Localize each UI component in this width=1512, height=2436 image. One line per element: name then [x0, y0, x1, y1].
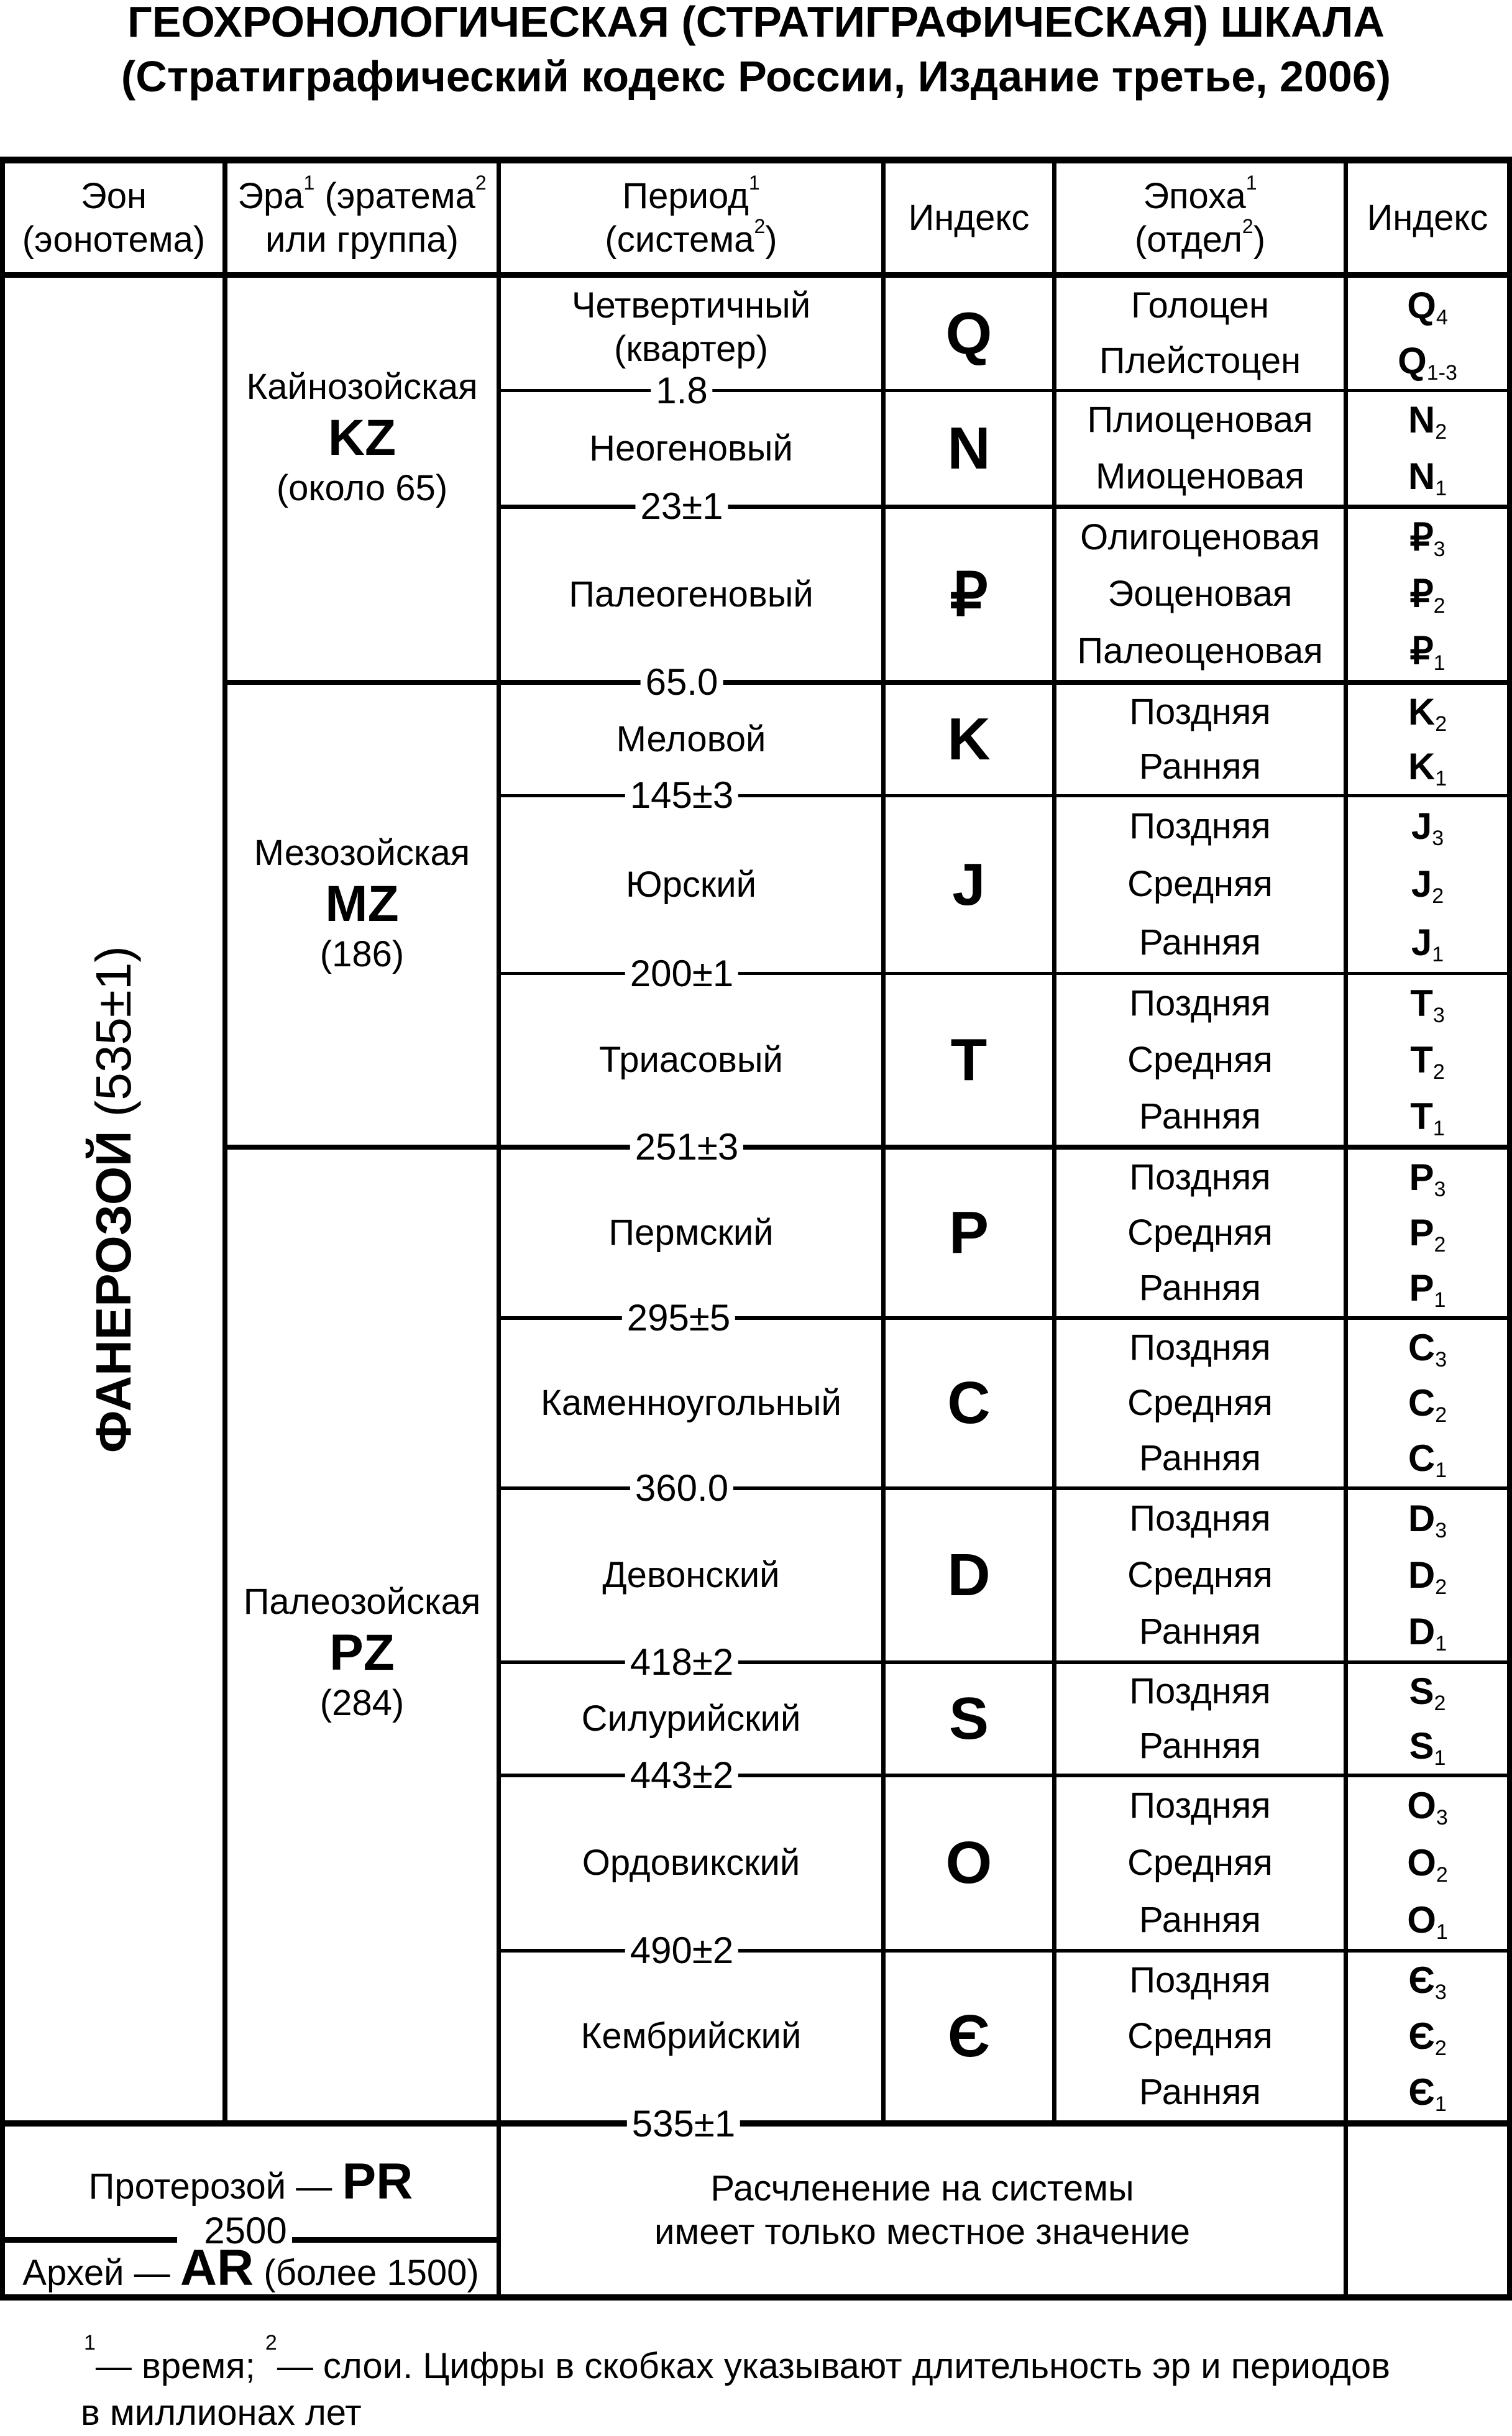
precambrian-note: [501, 2127, 1344, 2294]
epoch-list: [1056, 1664, 1344, 1774]
epoch-index: [1407, 284, 1448, 329]
epoch-index-subscript: 1: [1435, 1458, 1447, 1483]
epoch-index: [1408, 1959, 1447, 2004]
archean-name: Архей —: [22, 2253, 170, 2294]
epoch-index-subscript: 2: [1435, 712, 1447, 736]
epoch-name: Поздняя: [1129, 1498, 1271, 1539]
eon-phanerozoic: [85, 946, 142, 1453]
boundary-age-label: 251±3: [630, 1129, 743, 1166]
epoch-index-symbol: S: [1409, 1670, 1434, 1712]
footnote-ref-2: 2: [475, 171, 487, 194]
epoch-index-symbol: D: [1408, 1497, 1436, 1539]
epoch-index-subscript: 2: [1434, 1232, 1446, 1257]
epoch-name: Поздняя: [1129, 805, 1271, 846]
epoch-index-symbol: P: [1409, 1267, 1434, 1309]
epoch-index-subscript: 3: [1433, 537, 1446, 561]
epoch-index-subscript: 1: [1434, 2092, 1447, 2116]
eon-duration: (535±1): [86, 946, 141, 1117]
epoch-index-list: [1348, 1953, 1507, 2120]
epoch-name: Ранняя: [1139, 746, 1261, 787]
epoch-name: Поздняя: [1129, 1785, 1271, 1826]
epoch-index-subscript: 1: [1432, 1116, 1445, 1140]
era-boundary-kz-mz: [222, 680, 1512, 685]
boundary-age-label: 443±2: [625, 1757, 738, 1794]
header-period: [501, 163, 881, 272]
epoch-index-list: [1348, 1150, 1507, 1316]
epoch-index: [1408, 1381, 1447, 1427]
epoch-index: [1408, 455, 1447, 500]
epoch-index-symbol: D: [1408, 1554, 1436, 1596]
epoch-index-symbol: ₽: [1409, 630, 1434, 672]
period-name: Силурийский: [581, 1698, 801, 1739]
epoch-index-subscript: 2: [1432, 1060, 1445, 1084]
col-sep-index-epoch: [1052, 157, 1056, 2124]
era-code: PZ: [329, 1624, 395, 1681]
col-sep-era-period: [497, 157, 501, 2298]
epoch-list: [1056, 1320, 1344, 1486]
epoch-index-symbol: O: [1407, 1842, 1436, 1884]
epoch-index-subscript: 3: [1434, 1177, 1446, 1201]
epoch-list: [1056, 1953, 1344, 2120]
epoch-index: [1409, 1670, 1446, 1715]
epoch-index-subscript: 2: [1432, 884, 1444, 909]
epoch-name: Средняя: [1127, 1039, 1273, 1080]
epoch-index-list: [1348, 685, 1507, 794]
footnote-ref-2: 2: [754, 214, 766, 237]
epoch-index-symbol: ₽: [1409, 573, 1434, 615]
footnote-text2: — слои. Цифры в скобках указывают длительность эр и периодов: [277, 2346, 1390, 2386]
epoch-index-subscript: 3: [1432, 826, 1444, 850]
epoch-index-subscript: 1: [1434, 1288, 1446, 1312]
epoch-index-list: [1348, 797, 1507, 972]
epoch-index-subscript: 1: [1436, 1920, 1448, 1944]
epoch-index: [1408, 1611, 1447, 1656]
epoch-index: [1408, 399, 1447, 444]
epoch-index-symbol: T: [1410, 1095, 1433, 1137]
epoch-index-symbol: Є: [1408, 2015, 1435, 2057]
boundary-age-label: 535±1: [627, 2105, 740, 2143]
header-era-line2: или группа): [265, 219, 459, 260]
boundary-2500: 2500: [199, 2212, 291, 2250]
epoch-index-symbol: O: [1407, 1785, 1436, 1826]
header-epoch-paren: (отдел: [1134, 219, 1242, 260]
epoch-index: [1409, 516, 1446, 561]
epoch-index-symbol: P: [1409, 1156, 1434, 1198]
proterozoic-code: PR: [342, 2153, 413, 2210]
epoch-index-symbol: Q: [1398, 340, 1427, 382]
epoch-index-symbol: O: [1407, 1899, 1436, 1941]
epoch-list: [1056, 797, 1344, 972]
archean-label: [22, 2238, 479, 2299]
epoch-index: [1410, 982, 1445, 1027]
archean-duration: (более 1500): [263, 2253, 479, 2294]
epoch-name: Плиоценовая: [1087, 400, 1313, 441]
era-boundary-mz-pz: [222, 1145, 1512, 1150]
note-line1: Расчленение на системы: [710, 2168, 1134, 2209]
epoch-index-subscript: 3: [1432, 1003, 1445, 1027]
epoch-index-subscript: 1: [1432, 943, 1444, 967]
epoch-index-subscript: 1: [1435, 767, 1447, 790]
epoch-name: Ранняя: [1139, 1900, 1261, 1940]
epoch-index-list: [1348, 1777, 1507, 1949]
epoch-index: [1408, 1554, 1447, 1599]
epoch-index: [1409, 630, 1446, 675]
header-era-line1: [237, 171, 487, 218]
era-duration: (около 65): [276, 468, 448, 509]
period-name-cell: [501, 1953, 881, 2120]
footnote-ref-1: 1: [1245, 171, 1257, 194]
period-index: ₽: [950, 561, 988, 628]
epoch-name: Средняя: [1127, 1554, 1273, 1595]
epoch-name: Поздняя: [1129, 1960, 1271, 2000]
period-name-cell: [501, 797, 881, 972]
epoch-index-list: [1348, 1490, 1507, 1660]
epoch-name: Поздняя: [1129, 1327, 1271, 1368]
header-period-line1: [622, 171, 760, 218]
epoch-index-symbol: Q: [1407, 284, 1436, 326]
era-paleozoic: [227, 1563, 497, 1743]
epoch-list: [1056, 1150, 1344, 1316]
period-name: Каменноугольный: [541, 1383, 841, 1424]
epoch-name: Поздняя: [1129, 982, 1271, 1023]
epoch-index-subscript: 3: [1436, 1806, 1448, 1829]
epoch-index: [1409, 1725, 1446, 1770]
col-sep-epoch-index: [1344, 157, 1348, 2298]
epoch-name: Ранняя: [1139, 922, 1261, 963]
epoch-index-symbol: ₽: [1409, 516, 1434, 558]
epoch-index-list: [1348, 509, 1507, 680]
boundary-age-label: 23±1: [635, 488, 728, 525]
epoch-index: [1409, 573, 1446, 618]
epoch-index: [1411, 863, 1444, 909]
boundary-age-label: 418±2: [625, 1644, 738, 1681]
epoch-list: [1056, 1777, 1344, 1949]
era-code: MZ: [325, 875, 399, 932]
epoch-index: [1411, 805, 1444, 850]
header-period-word: Период: [622, 175, 749, 216]
epoch-name: Эоценовая: [1107, 574, 1293, 615]
period-name: Палеогеновый: [569, 574, 813, 615]
epoch-index: [1408, 2015, 1447, 2060]
epoch-index-symbol: N: [1408, 399, 1436, 441]
era-mesozoic: [227, 814, 497, 994]
footnote-text1: — время;: [95, 2346, 255, 2386]
epoch-index: [1408, 746, 1447, 790]
epoch-name: Ранняя: [1139, 1438, 1261, 1479]
epoch-index-subscript: 1: [1433, 651, 1446, 675]
era-duration: (186): [319, 934, 405, 975]
period-name-cell: [501, 1777, 881, 1949]
epoch-index-symbol: K: [1408, 746, 1436, 787]
header-era-word: Эра: [237, 175, 304, 216]
epoch-index-subscript: 3: [1435, 1347, 1447, 1371]
period-index: Є: [947, 2003, 991, 2069]
page-title: ГЕОХРОНОЛОГИЧЕСКАЯ (СТРАТИГРАФИЧЕСКАЯ) ШКАЛА: [127, 0, 1385, 46]
epoch-index: [1407, 1785, 1448, 1829]
footnote: [84, 2331, 1390, 2389]
epoch-index-symbol: P: [1409, 1211, 1434, 1253]
epoch-index-subscript: 2: [1435, 1575, 1447, 1599]
epoch-index: [1409, 1267, 1446, 1312]
epoch-name: Ранняя: [1139, 1726, 1261, 1766]
header-epoch: [1056, 163, 1344, 272]
epoch-index-symbol: J: [1411, 805, 1432, 847]
epoch-index-symbol: Є: [1408, 1959, 1435, 2001]
header-period-close: ): [765, 219, 777, 260]
proterozoic-name: Протерозой —: [88, 2166, 332, 2207]
epoch-index-subscript: 3: [1434, 1980, 1447, 2004]
era-name: Палеозойская: [243, 1582, 481, 1623]
period-name-cell: [501, 1490, 881, 1660]
period-name: Меловой: [616, 719, 766, 760]
period-name: Пермский: [608, 1212, 774, 1253]
period-index: T: [950, 1026, 987, 1093]
footnote-line2: в миллионах лет: [81, 2392, 362, 2433]
header-period-paren: (система: [605, 219, 754, 260]
epoch-index: [1407, 1899, 1448, 1944]
era-name: Кайнозойская: [246, 367, 478, 408]
era-code: KZ: [328, 409, 396, 466]
epoch-index-subscript: 2: [1434, 1692, 1446, 1715]
epoch-index: [1410, 1038, 1445, 1084]
epoch-index-list: [1348, 392, 1507, 505]
boundary-age-label: 360.0: [630, 1470, 733, 1507]
header-eon-line1: Эон: [81, 175, 147, 216]
footnote-ref-1: 1: [303, 171, 315, 194]
period-name-cell: [501, 975, 881, 1145]
era-duration: (284): [319, 1683, 405, 1724]
period-name-cell: [501, 1150, 881, 1316]
footnote-sup1: 1: [84, 2331, 96, 2355]
header-epoch-index: Индекс: [1367, 197, 1488, 238]
epoch-index: [1398, 340, 1457, 385]
epoch-index-symbol: T: [1410, 1038, 1433, 1081]
archean-code: AR: [180, 2240, 254, 2297]
boundary-age-label: 1.8: [651, 372, 712, 410]
header-period-index: Индекс: [908, 197, 1030, 238]
epoch-index-symbol: C: [1408, 1381, 1436, 1424]
epoch-index-list: [1348, 975, 1507, 1145]
epoch-list: [1056, 278, 1344, 389]
page-subtitle: (Стратиграфический кодекс России, Издание третье, 2006): [121, 52, 1391, 101]
epoch-name: Ранняя: [1139, 1096, 1261, 1137]
proterozoic-label: [89, 2151, 413, 2212]
footnote-sup2: 2: [265, 2331, 277, 2355]
epoch-list: [1056, 975, 1344, 1145]
header-era: [227, 163, 497, 272]
header-eon: [5, 163, 222, 272]
epoch-name: Средняя: [1127, 1382, 1273, 1423]
epoch-index-symbol: J: [1411, 922, 1432, 964]
epoch-name: Палеоценовая: [1077, 631, 1323, 672]
header-era-paren: (эратема: [324, 175, 475, 216]
epoch-index-list: [1348, 278, 1507, 389]
header-period-line2: [605, 214, 777, 262]
epoch-index: [1408, 1326, 1447, 1371]
period-index: K: [947, 706, 991, 772]
epoch-index-list: [1348, 1320, 1507, 1486]
period-index: P: [948, 1199, 989, 1266]
epoch-name: Плейстоцен: [1099, 341, 1301, 382]
era-name: Мезозойская: [254, 833, 470, 874]
epoch-index: [1408, 1437, 1447, 1483]
epoch-name: Поздняя: [1129, 1156, 1271, 1197]
period-name-alt: (квартер): [614, 328, 768, 369]
epoch-index-subscript: 1: [1435, 476, 1447, 500]
archean-cell: [5, 2240, 497, 2297]
epoch-name: Средняя: [1127, 864, 1273, 905]
epoch-index-list: [1348, 1664, 1507, 1774]
epoch-index: [1407, 1842, 1448, 1887]
period-index: D: [947, 1542, 991, 1608]
epoch-name: Ранняя: [1139, 2072, 1261, 2112]
header-epoch-line2: [1134, 214, 1266, 262]
boundary-age-label: 490±2: [625, 1932, 738, 1969]
epoch-list: [1056, 1490, 1344, 1660]
epoch-index-subscript: 2: [1433, 594, 1446, 618]
epoch-index: [1411, 922, 1444, 967]
epoch-name: Средняя: [1127, 1212, 1273, 1253]
period-index: J: [952, 851, 986, 918]
epoch-name: Голоцен: [1130, 285, 1270, 326]
epoch-index-subscript: 3: [1435, 1518, 1447, 1542]
note-line2: имеет только местное значение: [654, 2212, 1190, 2252]
period-index: Q: [945, 300, 992, 367]
boundary-age-label: 145±3: [625, 777, 738, 814]
epoch-list: [1056, 509, 1344, 680]
epoch-list: [1056, 685, 1344, 794]
epoch-index-subscript: 2: [1435, 420, 1447, 444]
epoch-index-symbol: C: [1408, 1437, 1436, 1480]
epoch-index-symbol: K: [1408, 691, 1436, 733]
epoch-name: Ранняя: [1139, 1268, 1261, 1309]
eon-name: ФАНЕРОЗОЙ: [86, 1130, 141, 1453]
epoch-index-symbol: N: [1408, 455, 1436, 497]
period-index: S: [948, 1685, 989, 1752]
period-index: C: [947, 1370, 991, 1436]
epoch-index-subscript: 1: [1434, 1746, 1446, 1770]
col-sep-eon-era: [222, 157, 227, 2124]
epoch-index: [1408, 691, 1447, 736]
epoch-name: Поздняя: [1129, 1671, 1271, 1711]
epoch-name: Средняя: [1127, 2016, 1273, 2056]
boundary-age-label: 295±5: [622, 1299, 735, 1337]
epoch-name: Средняя: [1127, 1843, 1273, 1883]
era-cenozoic: [227, 348, 497, 528]
col-sep-period-index: [881, 157, 886, 2124]
header-epoch-line1: [1143, 171, 1257, 218]
period-name-cell: [501, 1320, 881, 1486]
period-name: Триасовый: [599, 1039, 783, 1080]
epoch-name: Олигоценовая: [1080, 516, 1320, 557]
period-name-cell: [501, 509, 881, 680]
table-left-border: [0, 157, 5, 2301]
period-name: Девонский: [602, 1555, 780, 1596]
epoch-index-subscript: 2: [1434, 2036, 1447, 2060]
epoch-index-subscript: 1: [1435, 1632, 1447, 1656]
period-name: Юрский: [625, 864, 757, 905]
header-epoch-word: Эпоха: [1143, 175, 1246, 216]
period-name: Кембрийский: [580, 2016, 802, 2057]
epoch-index: [1410, 1095, 1445, 1140]
boundary-age-label: 65.0: [641, 664, 723, 701]
epoch-list: [1056, 392, 1344, 505]
epoch-index-symbol: C: [1408, 1326, 1436, 1368]
epoch-name: Миоценовая: [1096, 456, 1304, 497]
period-index: N: [947, 414, 991, 482]
epoch-index-symbol: J: [1411, 863, 1432, 905]
header-eon-line2: (эонотема): [22, 219, 206, 260]
epoch-index: [1409, 1156, 1446, 1201]
epoch-index: [1409, 1211, 1446, 1257]
epoch-index-symbol: Є: [1408, 2071, 1435, 2113]
epoch-index: [1408, 1497, 1447, 1542]
epoch-index-subscript: 4: [1436, 305, 1448, 329]
epoch-index-subscript: 1-3: [1426, 361, 1457, 385]
table-right-border: [1507, 157, 1512, 2301]
epoch-name: Ранняя: [1139, 1611, 1261, 1652]
epoch-index-subscript: 2: [1436, 1863, 1448, 1887]
period-name: Неогеновый: [589, 428, 793, 469]
header-epoch-close: ): [1253, 219, 1266, 260]
footnote-ref-2: 2: [1242, 214, 1253, 237]
epoch-name: Поздняя: [1129, 692, 1271, 732]
epoch-index-symbol: T: [1410, 982, 1433, 1024]
boundary-age-label: 200±1: [625, 955, 738, 992]
period-name: Четвертичный: [571, 285, 811, 326]
footnote-ref-1: 1: [748, 171, 760, 194]
period-name: Ордовикский: [582, 1843, 800, 1884]
epoch-index-symbol: D: [1408, 1611, 1436, 1653]
epoch-index: [1408, 2071, 1447, 2116]
period-index: O: [945, 1829, 992, 1896]
epoch-index-symbol: S: [1409, 1725, 1434, 1767]
epoch-index-subscript: 2: [1435, 1403, 1447, 1427]
